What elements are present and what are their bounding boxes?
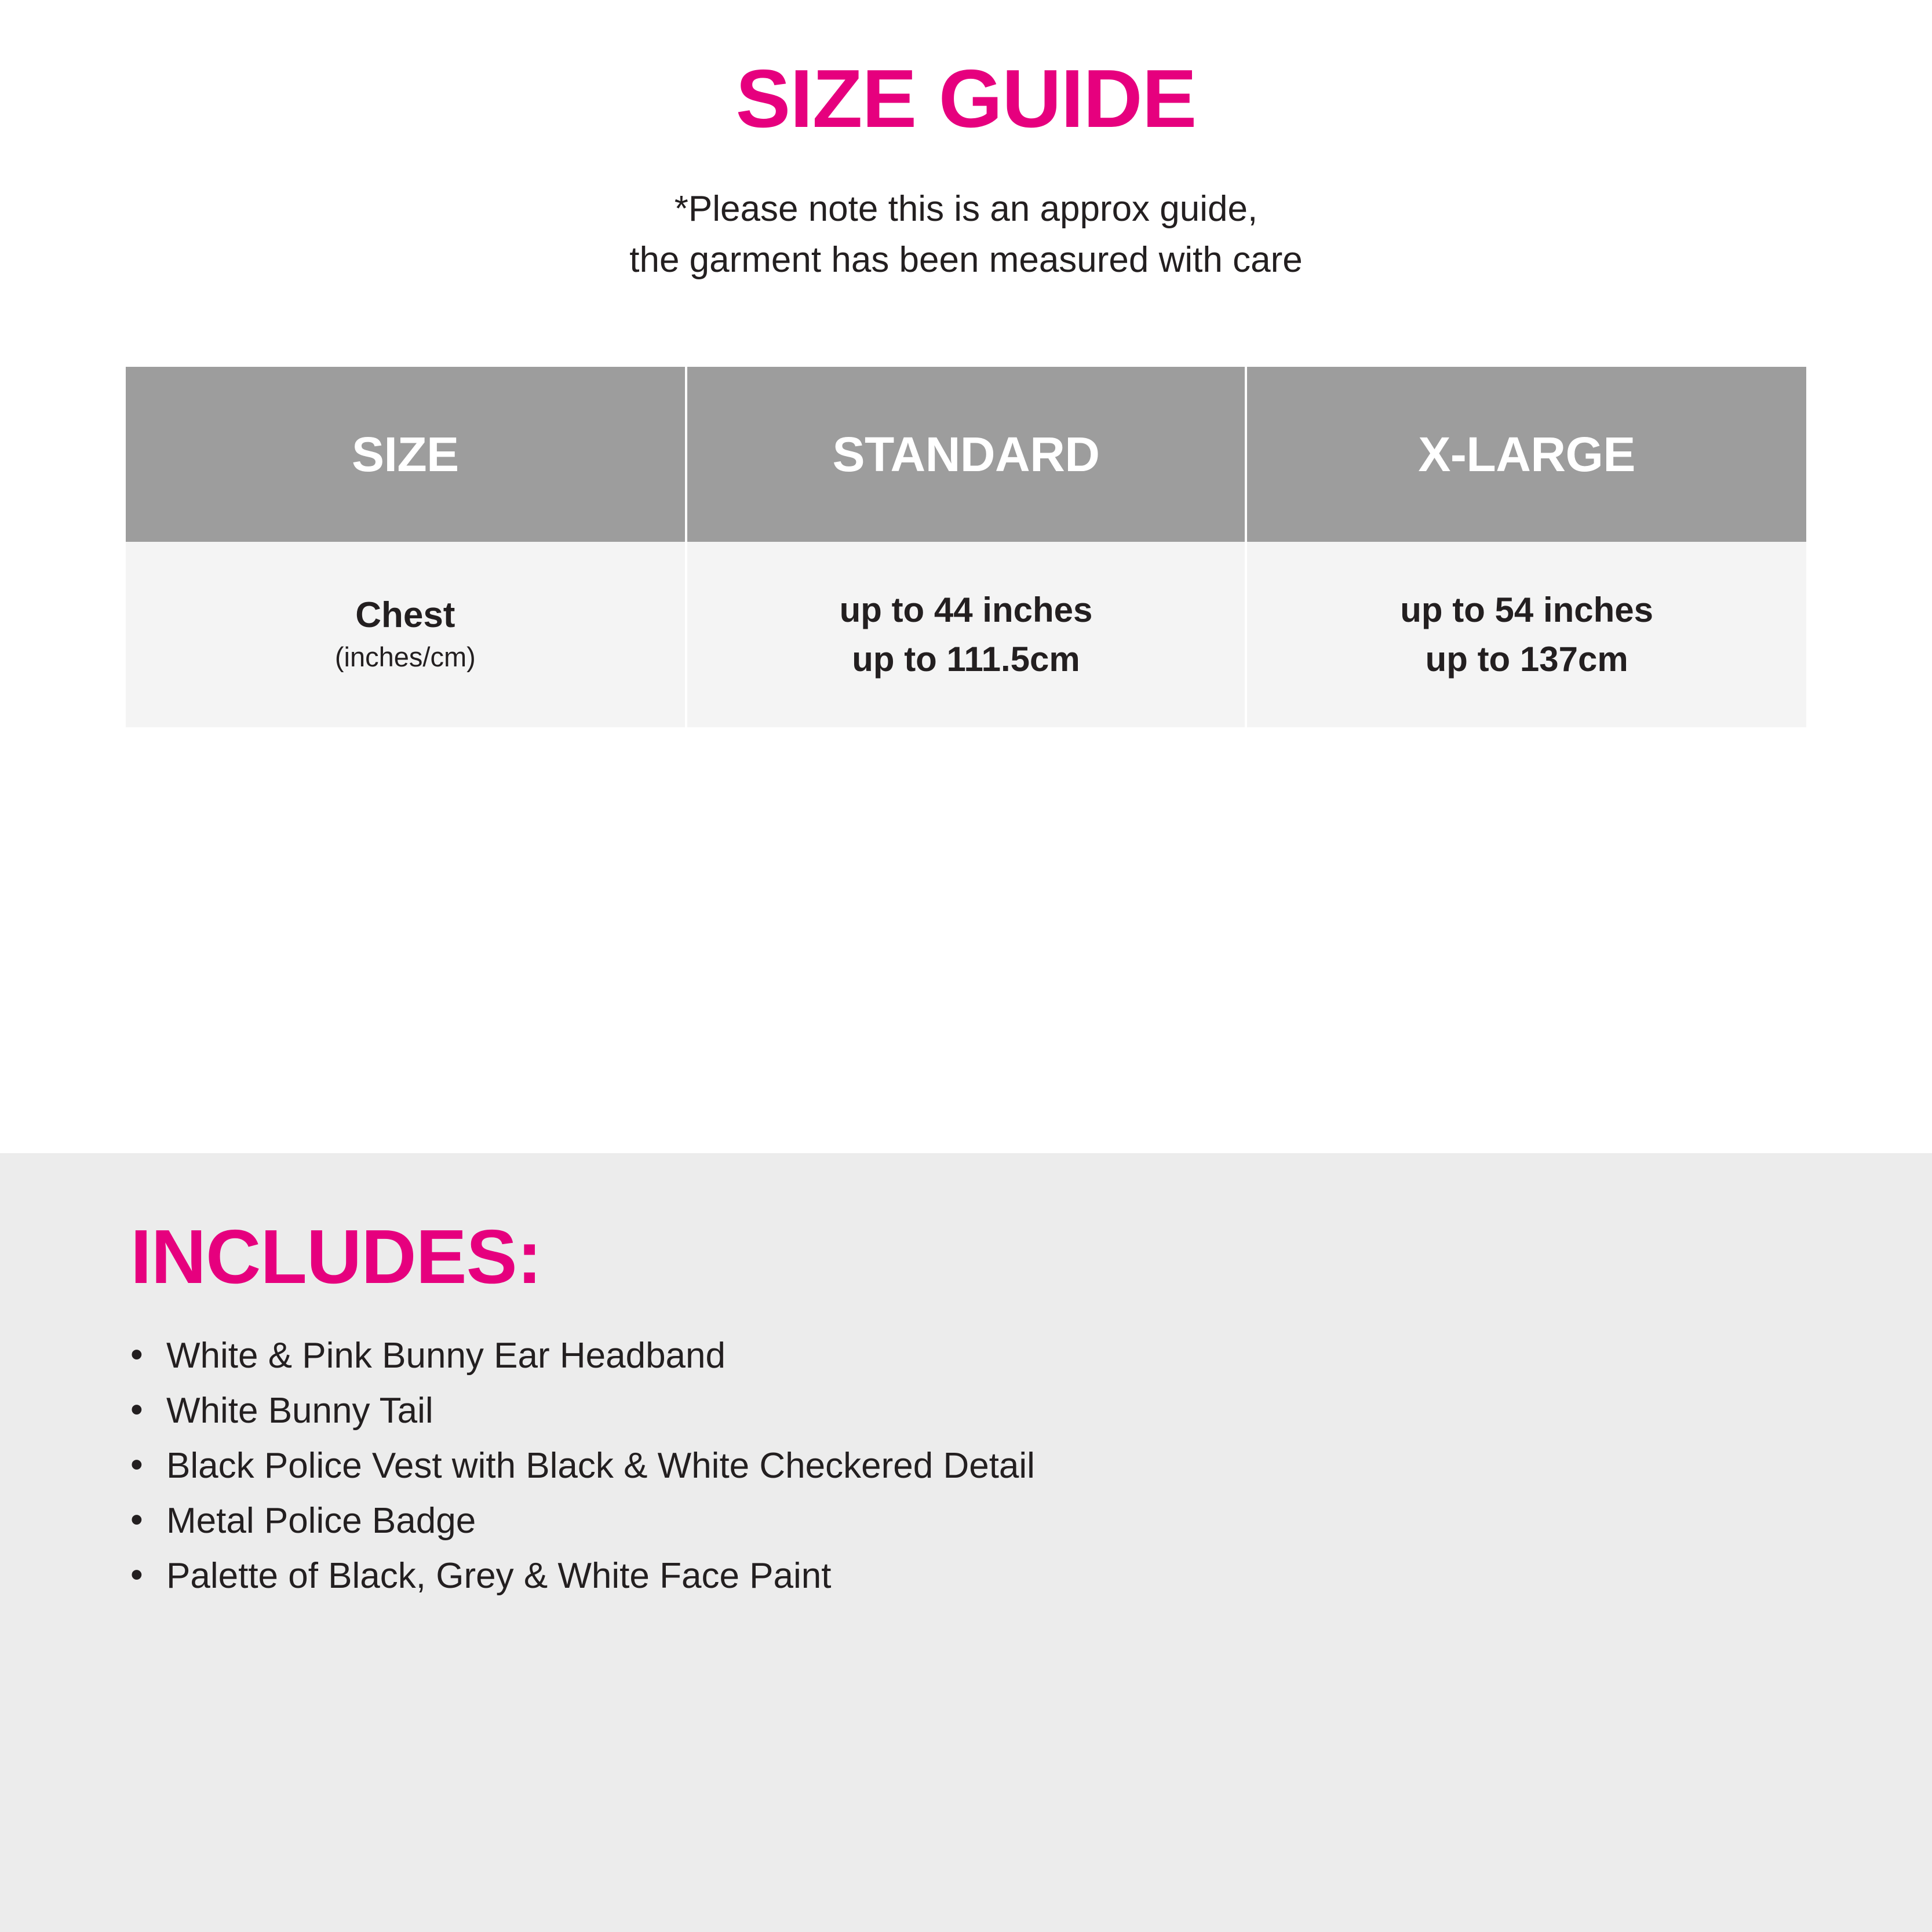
table-header-row (126, 367, 1806, 542)
size-guide-note-line-2: the garment has been measured with care (629, 240, 1303, 280)
size-guide-section (0, 0, 1932, 727)
column-header-xlarge: X-LARGE (1246, 367, 1806, 542)
measurement-units: (inches/cm) (334, 641, 476, 673)
list-item: • Palette of Black, Grey & White Face Paint (130, 1558, 1932, 1594)
size-table-body (126, 542, 1806, 727)
column-header-standard: STANDARD (686, 367, 1246, 542)
size-table-wrapper (126, 367, 1806, 727)
cell-measurement-label (126, 542, 686, 727)
includes-title: INCLUDES: (130, 1214, 542, 1299)
table-row (126, 542, 1806, 727)
includes-section (0, 1153, 1932, 1932)
size-table (126, 367, 1806, 727)
xlarge-inches: up to 54 inches (1400, 590, 1654, 629)
standard-inches: up to 44 inches (839, 590, 1093, 629)
standard-cm: up to 111.5cm (852, 640, 1080, 679)
list-item: • Black Police Vest with Black & White Checkered Detail (130, 1448, 1932, 1484)
list-item: • Metal Police Badge (130, 1503, 1932, 1539)
page-title: SIZE GUIDE (735, 53, 1197, 145)
list-item: • White Bunny Tail (130, 1393, 1932, 1429)
size-guide-note-line-1: *Please note this is an approx guide, (674, 189, 1258, 229)
cell-standard-measurement (686, 542, 1246, 727)
size-table-head (126, 367, 1806, 542)
size-guide-note (0, 184, 1932, 286)
list-item: • White & Pink Bunny Ear Headband (130, 1338, 1932, 1374)
xlarge-cm: up to 137cm (1425, 640, 1628, 679)
cell-xlarge-measurement (1246, 542, 1806, 727)
measurement-name: Chest (355, 595, 455, 635)
column-header-size: SIZE (126, 367, 686, 542)
includes-list (130, 1335, 1932, 1596)
